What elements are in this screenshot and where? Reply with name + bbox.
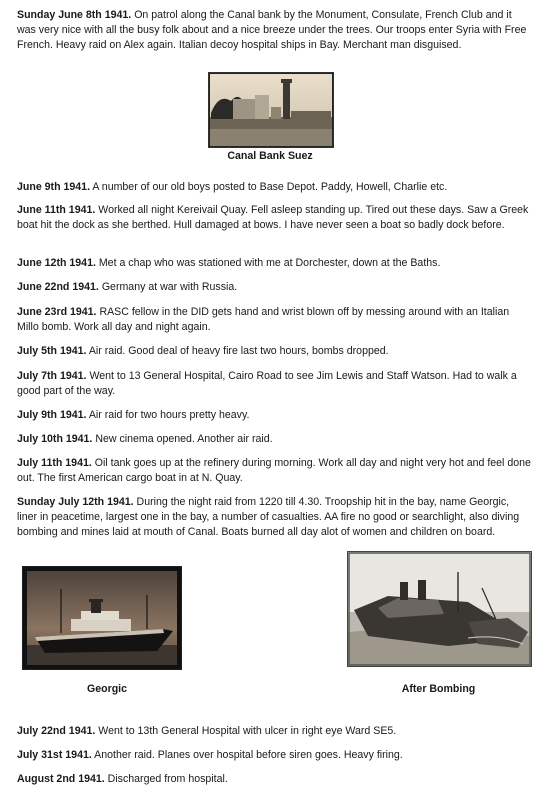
georgic-caption: Georgic bbox=[86, 683, 128, 695]
entry-text: Oil tank goes up at the refinery during morning. Work all day and night very hot and feel done out. The first American cargo boat in at N. Quay. bbox=[17, 457, 531, 484]
entry-date: June 11th 1941. bbox=[17, 204, 96, 216]
georgic-photo bbox=[22, 566, 182, 670]
entry-text: Went to 13th General Hospital with ulcer in right eye Ward SE5. bbox=[98, 725, 397, 737]
entry-text: During the night raid from 1220 till 4.30. Troopship hit in the bay, name Georgic, liner in peacetime, largest one in the bay, a number of casualties. AA fire no good or searchlight, also diving bombing and mines laid at mouth of Canal. Boats burned all day alot of women and children on board. bbox=[17, 496, 520, 538]
after-bombing-caption: After Bombing bbox=[401, 683, 476, 695]
entry-text: Went to 13 General Hospital, Cairo Road to see Jim Lewis and Staff Watson. Had to walk a good part of the way. bbox=[17, 370, 517, 397]
diary-entry bbox=[17, 344, 532, 359]
entry-date: July 10th 1941. bbox=[17, 433, 93, 445]
entry-text: RASC fellow in the DID gets hand and wrist blown off by messing around with an Italian Millo bomb. Work all day and night again. bbox=[17, 306, 510, 333]
entry-date: July 9th 1941. bbox=[17, 409, 87, 421]
diary-entry bbox=[17, 280, 532, 295]
entry-text: Air raid. Good deal of heavy fire last two hours, bombs dropped. bbox=[88, 345, 389, 357]
diary-entry bbox=[17, 495, 532, 540]
diary-entry bbox=[17, 408, 532, 423]
entry-date: July 7th 1941. bbox=[17, 370, 87, 382]
entry-text: New cinema opened. Another air raid. bbox=[95, 433, 273, 445]
entry-text: Germany at war with Russia. bbox=[101, 281, 238, 293]
diary-entry bbox=[17, 772, 532, 787]
diary-entry bbox=[17, 305, 532, 335]
entry-date: July 11th 1941. bbox=[17, 457, 92, 469]
entry-text: Discharged from hospital. bbox=[107, 773, 228, 785]
entry-date: July 5th 1941. bbox=[17, 345, 87, 357]
diary-entry bbox=[17, 432, 532, 447]
diary-entry bbox=[17, 724, 532, 739]
entry-text: A number of our old boys posted to Base Depot. Paddy, Howell, Charlie etc. bbox=[92, 181, 448, 193]
diary-entry bbox=[17, 203, 532, 233]
diary-entry bbox=[17, 369, 532, 399]
canal-bank-caption: Canal Bank Suez bbox=[227, 150, 313, 162]
entry-text: Met a chap who was stationed with me at Dorchester, down at the Baths. bbox=[98, 257, 441, 269]
entry-date: June 22nd 1941. bbox=[17, 281, 99, 293]
diary-entry bbox=[17, 256, 532, 271]
entry-date: July 22nd 1941. bbox=[17, 725, 96, 737]
diary-entry bbox=[17, 748, 532, 763]
after-bombing-photo bbox=[347, 551, 532, 667]
entry-date: June 12th 1941. bbox=[17, 257, 96, 269]
diary-entry bbox=[17, 456, 532, 486]
diary-entry bbox=[17, 180, 532, 195]
entry-date: Sunday June 8th 1941. bbox=[17, 9, 132, 21]
entry-text: Air raid for two hours pretty heavy. bbox=[88, 409, 250, 421]
entry-date: Sunday July 12th 1941. bbox=[17, 496, 134, 508]
canal-bank-photo bbox=[208, 72, 334, 148]
entry-date: June 9th 1941. bbox=[17, 181, 91, 193]
entry-text: Another raid. Planes over hospital before siren goes. Heavy firing. bbox=[94, 749, 403, 761]
entry-text: On patrol along the Canal bank by the Monument, Consulate, French Club and it was very nice with all the busy folk about and a nice breeze under the trees. Our troops enter Syria with Free French. Heavy raid on Alex again. Italian decoy hospital ships in Bay. Merchant man disguised. bbox=[17, 9, 527, 51]
entry-date: June 23rd 1941. bbox=[17, 306, 97, 318]
entry-date: July 31st 1941. bbox=[17, 749, 92, 761]
entry-text: Worked all night Kereivail Quay. Fell asleep standing up. Tired out these days. Saw a Greek boat hit the dock as she berthed. Hull damaged at bows. I have never seen a boat so badly dock before. bbox=[17, 204, 529, 231]
entry-date: August 2nd 1941. bbox=[17, 773, 105, 785]
diary-entry bbox=[17, 8, 532, 53]
